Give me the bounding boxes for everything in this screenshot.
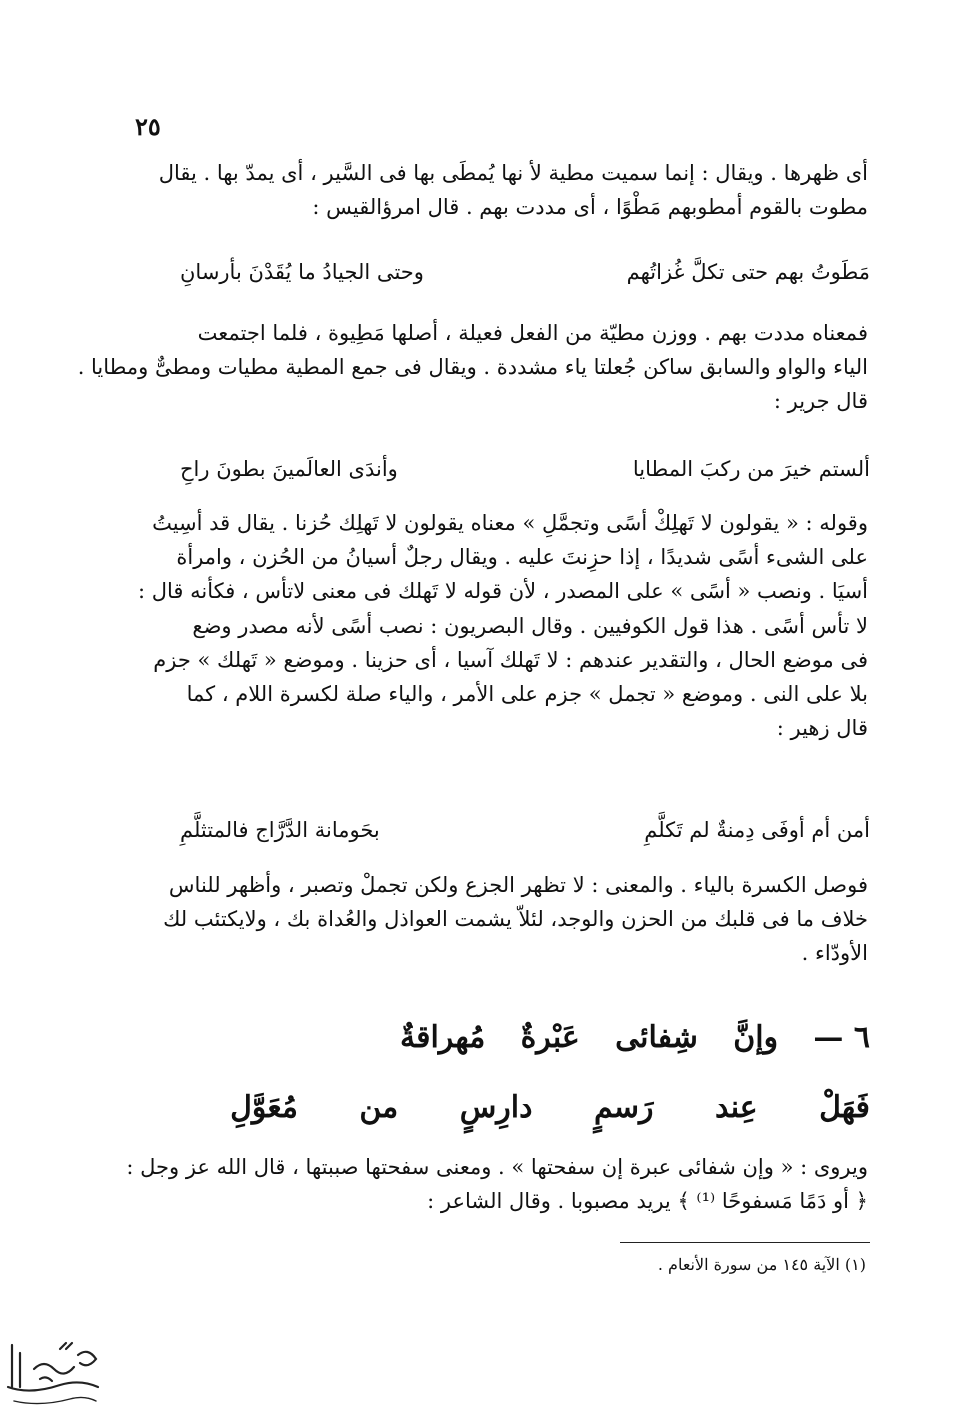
verse-word: وإنَّ <box>733 1020 779 1055</box>
text-line: الياء والواو والسابق ساكن جُعلتا ياء مشددة . ويقال فى جمع المطية مطيات ومطىٌّ ومطايا . <box>77 355 868 380</box>
verse-first-hemistich: مَطَوتُ بهم حتى تكلَّ غُزاتُهم <box>626 260 870 284</box>
verse-jarir <box>180 452 870 486</box>
paragraph-2 <box>77 316 868 419</box>
text-line: لا تأس أسًى . هذا قول الكوفيين . وقال البصريون : نصب أسًى لأنه مصدر وضع <box>192 613 868 638</box>
verse-word: فَهَلْ <box>819 1090 870 1125</box>
verse-number: ٦ — <box>813 1020 870 1055</box>
calligraphy-watermark-icon <box>0 1325 110 1415</box>
text-line: خلاف ما فى قلبك من الحزن والوجد، لئلاّ يشمت العواذل والعُداة بك ، ولايكتئب لك <box>163 907 868 932</box>
text-line: ويروى : « وإن شفائى عبرة إن سفحتها » . ومعنى سفحتها صببتها ، قال الله عز وجل : <box>126 1155 868 1179</box>
main-verse-line-1 <box>400 1020 870 1055</box>
text-line: فوصل الكسرة بالياء . والمعنى : لا تظهر الجزع ولكن تجملْ وتصبر ، وأظهر للناس <box>168 873 868 897</box>
verse-second-hemistich: وحتى الجيادُ ما يُقَدْنَ بأرسانِ <box>180 260 424 284</box>
text-line: بلا على النى . وموضع « تجمل » جزم على الأمر ، والياء صلة لكسرة اللام ، كما <box>186 682 868 707</box>
footnote-divider <box>620 1242 870 1243</box>
page-number: ٢٥ <box>135 112 161 141</box>
text-line: فمعناه مددت بهم . ووزن مطيّة من الفعل فعيلة ، أصلها مَطِيوة ، فلما اجتمعت <box>197 321 868 345</box>
verse-word: دارِسٍ <box>459 1090 533 1125</box>
paragraph-3 <box>120 506 868 745</box>
verse-first-hemistich: ألستم خيرَ من ركبَ المطايا <box>632 457 870 481</box>
paragraph-5 <box>120 1150 868 1218</box>
text-line: أى ظهرها . ويقال : إنما سميت مطية لأ نها يُمطَى بها فى السَّير ، أى يمدّ بها . يقال <box>158 161 868 185</box>
verse-zuhayr <box>180 813 870 847</box>
footnote: (١) الآية ١٤٥ من سورة الأنعام . <box>657 1255 866 1274</box>
text-line: فى موضع الحال ، والتقدير عندهم : لا تَهلك آسيا ، أى حزينا . وموضع « تَهلك » جزم <box>153 647 868 672</box>
text-line: أسيَا . ونصب « أسًى » على المصدر ، لأن قوله لا تَهلك فى معنى لاتأس ، فكأنه قال : <box>137 579 868 604</box>
verse-word: رَسمٍ <box>593 1090 654 1125</box>
book-page <box>77 100 870 1400</box>
verse-word: عِند <box>714 1090 758 1125</box>
verse-word: شِفائى <box>615 1020 698 1055</box>
verse-second-hemistich: بحَومانة الدَّرَّاج فالمتثلَّمِ <box>180 818 380 842</box>
text-line: قال جرير : <box>773 389 868 414</box>
text-line: وقوله : « يقولون لا تَهلِكْ أسًى وتجمَّلِ » معناه يقولون لا تَهلِك حُزنا . يقال قد أسِيتُ <box>152 511 868 535</box>
main-verse-line-2 <box>230 1090 870 1125</box>
verse-imru-alqays <box>180 255 870 289</box>
paragraph-4 <box>120 868 868 971</box>
text-line: ﴿ أو دَمًا مَسفوحًا ⁽¹⁾ ﴾ يريد مصبوبا . وقال الشاعر : <box>427 1189 868 1214</box>
paragraph-1 <box>120 156 868 224</box>
verse-second-hemistich: وأندَى العالَمينَ بطونَ راحِ <box>180 457 398 481</box>
text-line: قال زهير : <box>776 716 868 741</box>
text-line: مطوت بالقوم أمطوبهم مَطْوًا ، أى مددت بهم . قال امرؤالقيس : <box>312 195 868 220</box>
verse-first-hemistich: أمن أم أوفَى دِمنةٌ لم تَكلَّمِ <box>644 818 870 842</box>
verse-word: من <box>359 1090 399 1125</box>
verse-word: مُعَوَّلِ <box>230 1090 298 1125</box>
verse-word: عَبْرةٌ <box>520 1020 580 1055</box>
verse-word: مُهراقةٌ <box>400 1020 486 1055</box>
text-line: الأودّاء . <box>801 941 868 966</box>
text-line: على الشىء أسًى شديدًا ، إذا حزِنتَ عليه . ويقال رجلٌ أسيانُ من الحُزن ، وامرأة <box>176 545 868 570</box>
